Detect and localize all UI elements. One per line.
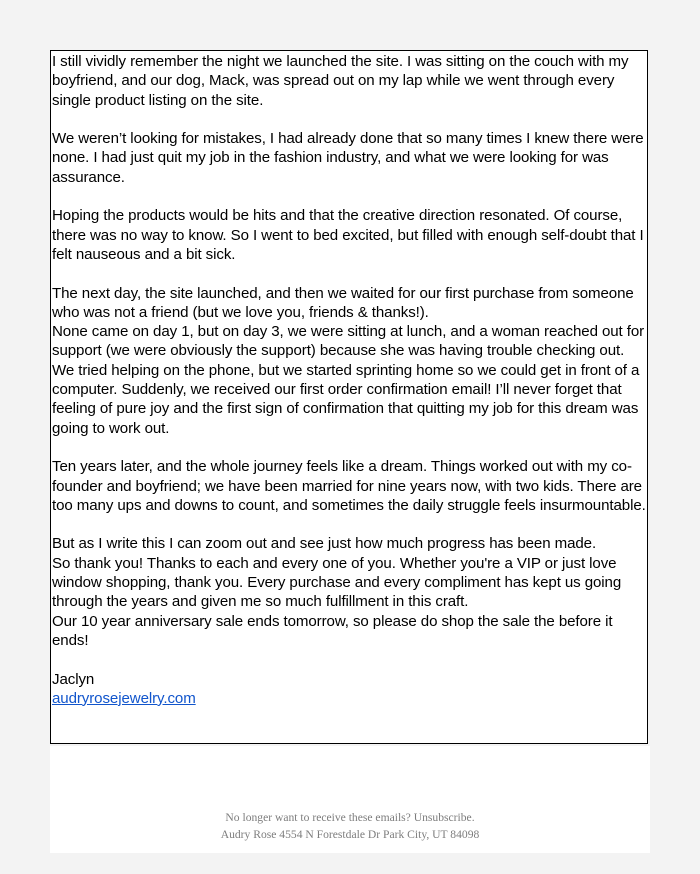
email-letter-body xyxy=(50,50,648,744)
letter-paragraph-assurance: We weren’t looking for mistakes, I had already done that so many times I knew there were none. I had just quit my job in the fashion industry, and what we were looking for was assurance. xyxy=(52,130,644,186)
letter-paragraph-ten-years: Ten years later, and the whole journey feels like a dream. Things worked out with my co-founder and boyfriend; we have been married for nine years now, with two kids. There are too many ups and downs to count, and sometimes the daily struggle feels insurmountable. xyxy=(52,458,646,514)
letter-paragraph-progress: But as I write this I can zoom out and see just how much progress has been made. xyxy=(52,535,597,553)
letter-paragraph-launch-night: I still vividly remember the night we launched the site. I was sitting on the couch with my boyfriend, and our dog, Mack, was spread out on my lap while we went through every single product listing on the site. xyxy=(52,53,629,109)
signature-name: Jaclyn xyxy=(52,670,95,688)
unsubscribe-link[interactable]: No longer want to receive these emails? Unsubscribe. xyxy=(225,811,475,824)
signature-website-link[interactable]: audryrosejewelry.com xyxy=(52,689,196,707)
letter-paragraph-thank-you: So thank you! Thanks to each and every one of you. Whether you're a VIP or just love window shopping, thank you. Every purchase and every compliment has kept us going through the years and given me so much fulfillment in this craft. xyxy=(52,554,622,611)
company-address: Audry Rose 4554 N Forestdale Dr Park City, UT 84098 xyxy=(220,828,480,841)
letter-paragraph-first-order: None came on day 1, but on day 3, we were sitting at lunch, and a woman reached out for support (we were obviously the support) because she was having trouble checking out. We tried helping on the phone, but we started sprinting home so we could get in front of a computer. Suddenly, we received our first order confirmation email! I’ll never forget that feeling of pure joy and the first sign of confirmation that quitting my job for this dream was going to work out. xyxy=(52,323,645,437)
email-footer xyxy=(50,746,650,853)
letter-paragraph-sale-ending: Our 10 year anniversary sale ends tomorrow, so please do shop the sale the before it ends! xyxy=(52,612,613,649)
letter-paragraph-self-doubt: Hoping the products would be hits and that the creative direction resonated. Of course, there was no way to know. So I went to bed excited, but filled with enough self-doubt that I felt nauseous and a bit sick. xyxy=(52,207,644,263)
letter-paragraph-first-purchase-wait: The next day, the site launched, and then we waited for our first purchase from someone who was not a friend (but we love you, friends & thanks!). xyxy=(52,284,634,321)
